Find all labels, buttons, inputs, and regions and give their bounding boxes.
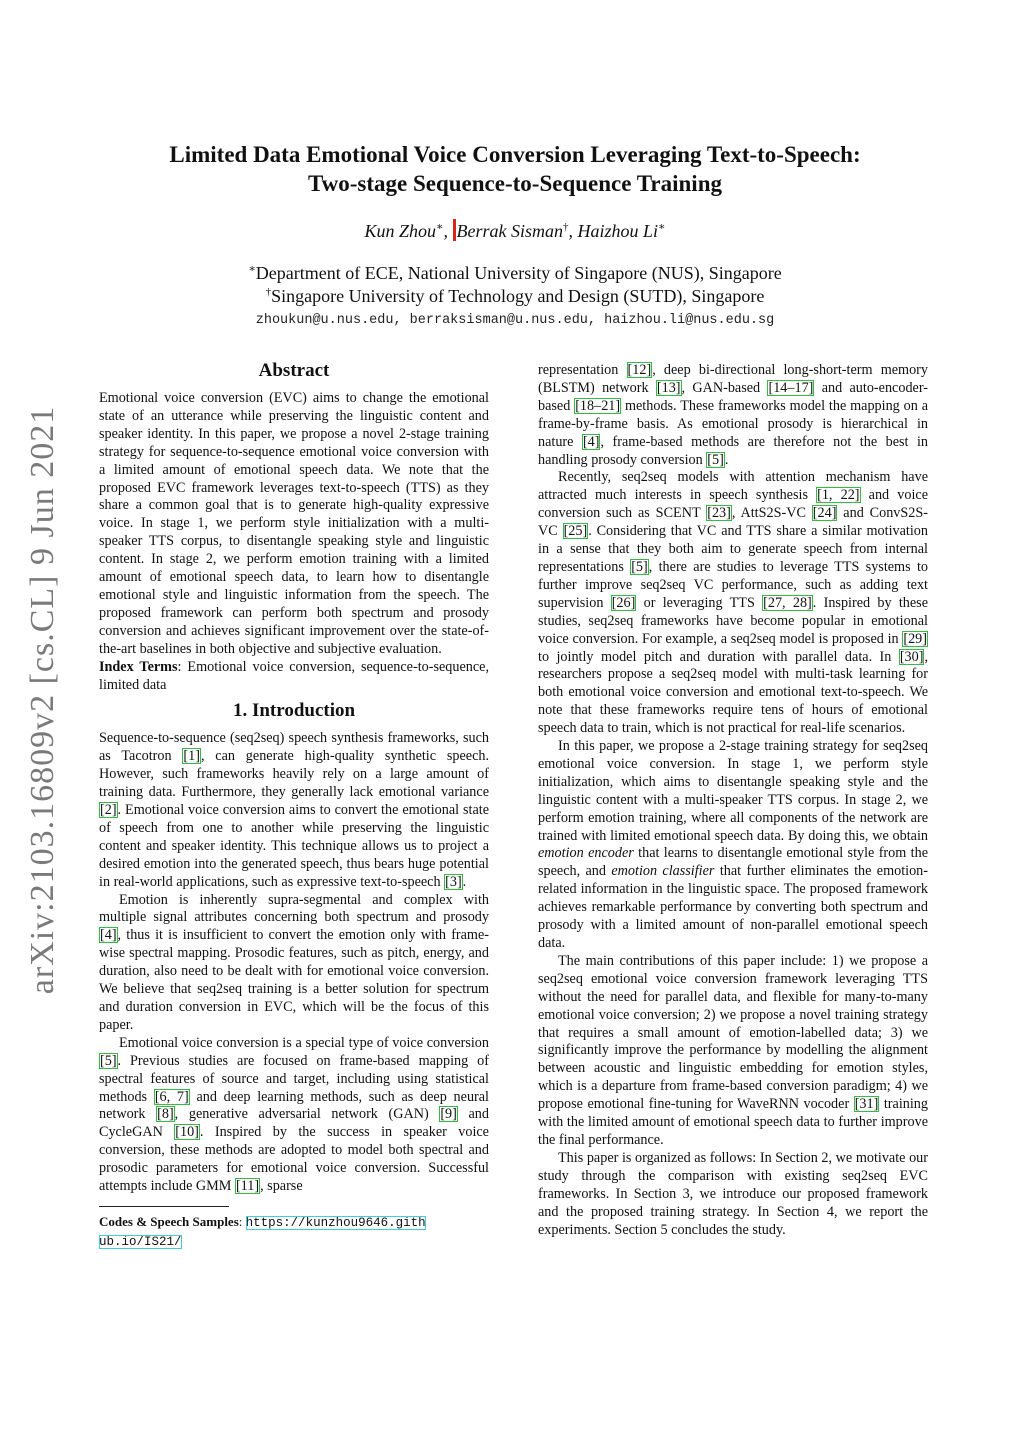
paragraph-text: and voice conversion such as SCENT	[538, 487, 929, 522]
citation-link[interactable]: [5]	[631, 558, 648, 575]
citation-link[interactable]: [30]	[899, 648, 924, 665]
intro-paragraph-2	[99, 892, 489, 1035]
footnote-link-part-2: ub.io/IS21/	[99, 1234, 182, 1249]
affiliation-2	[100, 286, 930, 307]
citation-link[interactable]: [8]	[157, 1106, 174, 1123]
text-cursor-marker	[453, 219, 456, 241]
paragraph-text: , AttS2S-VC	[731, 505, 812, 522]
paragraph-text: .	[462, 873, 467, 890]
author-1: Kun Zhou	[364, 221, 437, 241]
paragraph-text: methods. These frameworks model the mapping on a frame-by-frame basis. As emotional prosody is hierarchical in nature	[538, 397, 928, 450]
affiliation-2-mark: †	[265, 286, 272, 298]
citation-link[interactable]: [9]	[440, 1106, 457, 1123]
citation-link[interactable]: [5]	[100, 1052, 117, 1069]
paragraph-text: , can generate high-quality synthetic speech. However, such frameworks heavily rely on a large amount of training data. Furthermore, they generally lack emotional variance	[99, 748, 490, 801]
footnote-rule	[99, 1206, 229, 1207]
intro-paragraph-3	[99, 1035, 489, 1196]
abstract-heading: Abstract	[258, 360, 330, 381]
citation-link[interactable]: [11]	[235, 1178, 260, 1195]
author-1-mark: ∗	[436, 221, 444, 233]
paragraph-text: training with the limited amount of emotional speech data to further improve the final performance.	[538, 1096, 928, 1148]
paragraph-text: and CycleGAN	[99, 1106, 489, 1141]
paragraph-text: . Emotional voice conversion aims to convert the emotional state of speech from one to another while preserving the linguistic content and speaker identity. This technique allows us to project a desired emotion into the generated speech, thus bears huge potential in real-world applications, such as expressive text-to-speech	[99, 802, 489, 890]
affiliation-1-text: Department of ECE, National University of Singapore (NUS), Singapore	[255, 263, 782, 283]
left-column	[99, 360, 489, 1251]
paragraph-text: , researchers propose a seq2seq model with multi-task learning for both emotional voice conversion and emotional text-to-speech. We note that these frameworks require tens of hours of emotional speech data to train, which is not practical for real-life scenarios.	[538, 648, 928, 737]
right-paragraph-3-part-a: In this paper, we propose a 2-stage training strategy for seq2seq emotional voice conversion. In stage 1, we perform style initialization, which aims to disentangle speaking style and the linguistic content with a multi-speaker TTS corpus. In stage 2, we perform emotion training, where all components of the network are trained with limited emotional speech data. By doing this, we obtain	[538, 738, 928, 844]
paragraph-text: , frame-based methods are therefore not the best in handling prosody conversion	[538, 433, 928, 468]
title-line-1: Limited Data Emotional Voice Conversion Leveraging Text-to-Speech:	[169, 142, 861, 167]
index-terms-text: : Emotional voice conversion, sequence-to-sequence, limited data	[99, 658, 489, 693]
citation-link[interactable]: [31]	[854, 1096, 879, 1113]
citation-link[interactable]: [4]	[582, 433, 600, 450]
paragraph-text: . Inspired by these studies, seq2seq frameworks have become popular in emotional voice conversion. For example, a seq2seq model is proposed in	[538, 594, 928, 647]
paragraph-text: to jointly model pitch and duration with parallel data. In	[538, 648, 899, 665]
citation-link[interactable]: [24]	[812, 505, 837, 522]
citation-link[interactable]: [1]	[183, 748, 200, 765]
right-paragraph-5	[538, 1150, 928, 1240]
author-emails: zhoukun@u.nus.edu, berraksisman@u.nus.edu, haizhou.li@nus.edu.sg	[255, 313, 775, 328]
paragraph-text: , generative adversarial network (GAN)	[174, 1106, 440, 1123]
footnote-label: Codes & Speech Samples	[99, 1213, 239, 1229]
paragraph-text: This paper is organized as follows: In Section 2, we motivate our study through the comparison with existing seq2seq EVC frameworks. In Section 3, we introduce our proposed framework and the proposed training strategy. In Section 4, we report the experiments. Section 5 concludes the study.	[538, 1149, 928, 1238]
paragraph-text: Emotional voice conversion is a special type of voice conversion	[119, 1034, 489, 1051]
citation-link[interactable]: [27, 28]	[763, 594, 812, 611]
citation-link[interactable]: [12]	[627, 362, 652, 378]
affiliation-2-text: Singapore University of Technology and Design (SUTD), Singapore	[271, 286, 765, 306]
author-list: Kun Zhou∗, Berrak Sisman†, Haizhou Li∗	[364, 221, 666, 241]
title-line-2: Two-stage Sequence-to-Sequence Training	[308, 171, 722, 196]
right-column	[538, 362, 928, 1239]
paragraph-text: , there are studies to leverage TTS systems to further improve seq2seq VC performance, such as adding text supervision	[538, 558, 928, 611]
citation-link[interactable]: [2]	[100, 802, 117, 819]
paragraph-text: . Inspired by the success in speaker voice conversion, these methods are adopted to model both spectral and prosodic parameters for emotional voice conversion. Successful attempts include GMM	[99, 1124, 489, 1195]
citation-link[interactable]: [29]	[903, 630, 927, 647]
footnote-link-part-1: https://kunzhou9646.gith	[245, 1215, 426, 1230]
affiliation-1	[100, 262, 930, 284]
paragraph-text: , thus it is insufficient to convert the emotion only with frame-wise spectral mapping. Prosodic features, such as pitch, energy, and duration, also need to be dealt with for emotional voice conversion. We believe that seq2seq training is a better solution for spectrum and duration conversion in EVC, which will be the focus of this paper.	[99, 927, 489, 1033]
introduction-heading: 1. Introduction	[232, 700, 356, 722]
paragraph-text: Sequence-to-sequence (seq2seq) speech synthesis frameworks, such as Tacotron	[99, 730, 489, 765]
right-paragraph-3-part-b: that learns to disentangle emotional style from the speech, and	[538, 845, 928, 880]
author-3: Haizhou Li	[577, 221, 659, 241]
paragraph-text: .	[724, 451, 729, 468]
paragraph-text: . Previous studies are focused on frame-based mapping of spectral features of source and target, including using statistical methods	[99, 1052, 489, 1105]
footnote	[99, 1213, 489, 1251]
arxiv-stamp: arXiv:2103.16809v2 [cs.CL] 9 Jun 2021	[24, 405, 61, 995]
citation-link[interactable]: [6, 7]	[154, 1088, 189, 1105]
emotion-encoder-term: emotion encoder	[538, 845, 634, 862]
right-paragraph-4	[538, 953, 928, 1150]
paragraph-text: , sparse	[260, 1178, 303, 1195]
paper-title	[100, 140, 930, 198]
citation-link[interactable]: [25]	[563, 523, 588, 540]
paragraph-text: , deep bi-directional long-short-term memory (BLSTM) network	[538, 362, 928, 396]
paragraph-text: and auto-encoder-based	[538, 379, 928, 414]
author-2: Berrak Sisman	[456, 221, 563, 241]
footnote-separator: :	[238, 1213, 246, 1229]
right-paragraph-1	[538, 362, 928, 469]
citation-link[interactable]: [14–17]	[768, 379, 814, 396]
author-2-mark: †	[563, 221, 569, 233]
paragraph-text: and ConvS2S-VC	[538, 505, 928, 540]
paragraph-text: Emotion is inherently supra-segmental and complex with multiple signal attributes concerning both spectrum and prosody	[99, 891, 489, 926]
citation-link[interactable]: [4]	[100, 927, 117, 944]
index-terms-label: Index Terms	[99, 658, 178, 675]
citation-link[interactable]: [23]	[707, 505, 731, 522]
paragraph-text: . Considering that VC and TTS share a similar motivation in a sense that they both aim to generate speech from internal representations	[538, 523, 928, 575]
author-3-mark: ∗	[658, 221, 666, 233]
paragraph-text: representation	[538, 362, 627, 378]
index-terms	[99, 659, 489, 695]
right-paragraph-3-part-c: that further eliminates the emotion-related information in the linguistic space. The proposed framework achieves remarkable performance by converting both spectrum and prosody with a limited amount of non-parallel emotional speech data.	[538, 863, 928, 951]
citation-link[interactable]: [1, 22]	[817, 487, 860, 504]
citation-link[interactable]: [3]	[445, 873, 462, 890]
paragraph-text: Recently, seq2seq models with attention mechanism have attracted much interests in speech synthesis	[538, 469, 928, 504]
citation-link[interactable]: [5]	[707, 451, 724, 468]
citation-link[interactable]: [18–21]	[575, 397, 621, 414]
paragraph-text: or leveraging TTS	[636, 594, 763, 611]
citation-link[interactable]: [13]	[656, 379, 681, 396]
intro-paragraph-1	[99, 730, 489, 891]
paragraph-text: The main contributions of this paper include: 1) we propose a seq2seq emotional voice conversion framework leveraging TTS without the need for parallel data, and flexible for many-to-many emotional voice conversion; 2) we propose a novel training strategy that requires a small amount of emotion-labelled data; 3) we significantly improve the performance by modelling the alignment between acoustic and linguistic embedding for emotion styles, which is a departure from frame-based conversion paradigm; 4) we propose emotional fine-tuning for WaveRNN vocoder	[538, 952, 928, 1113]
citation-link[interactable]: [10]	[175, 1124, 199, 1141]
emotion-classifier-term: emotion classifier	[611, 863, 715, 880]
paragraph-text: and deep learning methods, such as deep neural network	[99, 1088, 489, 1123]
citation-link[interactable]: [26]	[611, 594, 636, 611]
abstract-body: Emotional voice conversion (EVC) aims to change the emotional state of an utterance while preserving the linguistic content and speaker identity. In this paper, we propose a novel 2-stage training strategy for sequence-to-sequence emotional voice conversion with a limited amount of emotional speech data. We note that the proposed EVC framework leverages text-to-speech (TTS) as they share a common goal that is to generate high-quality expressive voice. In stage 1, we perform style initialization with a multi-speaker TTS corpus, to disentangle speaking style and linguistic content. In stage 2, we perform emotion training with a limited amount of emotional speech data, to learn how to disentangle emotional style and linguistic information from the speech. The proposed framework can perform both spectrum and prosody conversion and achieves significant improvement over the state-of-the-art baselines in both objective and subjective evaluation.	[99, 390, 489, 657]
right-paragraph-2	[538, 469, 928, 738]
right-paragraph-3	[538, 738, 928, 953]
paragraph-text: , GAN-based	[681, 379, 768, 396]
affiliation-1-mark: ∗	[248, 263, 256, 275]
